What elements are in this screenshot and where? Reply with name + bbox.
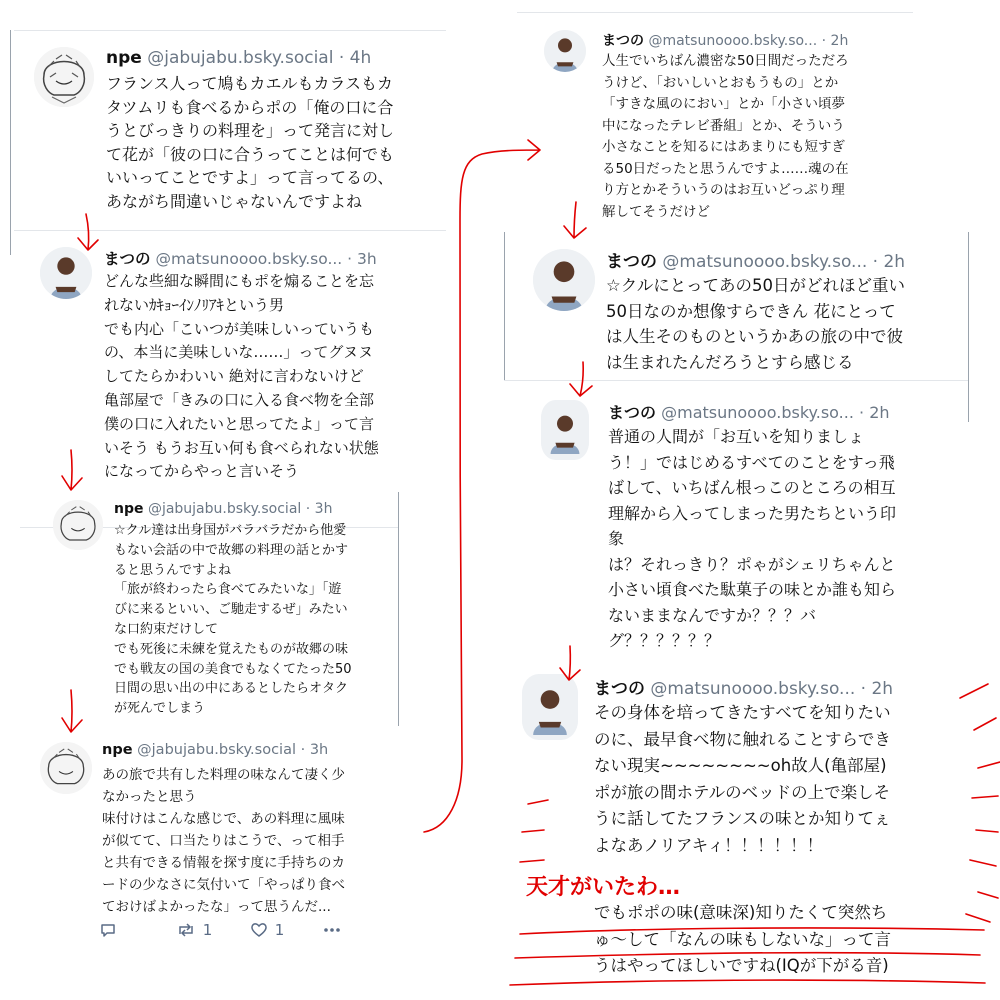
underline-3 [510, 980, 985, 985]
author-handle[interactable]: @jabujabu.bsky.social [137, 742, 296, 758]
post-header: まつの @matsunoooo.bsky.so... · 3h [104, 250, 377, 268]
author-name[interactable]: まつの [608, 403, 657, 422]
avatar-npe[interactable] [40, 742, 92, 794]
post-divider [504, 380, 968, 381]
author-handle[interactable]: @matsunoooo.bsky.so... [662, 252, 868, 272]
emphasis-mark [974, 718, 996, 730]
emphasis-mark [522, 830, 544, 832]
thread-divider [968, 232, 969, 422]
avatar-matsuno[interactable] [40, 247, 92, 299]
thread-divider [10, 30, 11, 255]
emphasis-mark [976, 830, 998, 832]
person-avatar-icon [522, 674, 578, 740]
post-time[interactable]: 3h [309, 742, 329, 758]
repost-count: 1 [202, 921, 213, 939]
author-handle[interactable]: @matsunoooo.bsky.so... [661, 403, 854, 422]
thread-divider [504, 232, 505, 380]
post-text: どんな些細な瞬間にもポを煽ることを忘 れないｶｷｮｰｲﾝﾉﾘｱｷという男 でも内心「こいつが美味しいっていうも の、本当に美味しいな……」ってグヌヌ してたらかわいい 絶対に言わないけど 亀部屋で「きみの口に入る食べ物を全部 僕の口に入れたいと思ってたよ」って言 いそう もうお互い何も食べられない状態 になってからやっと言いそう [104, 272, 379, 481]
author-handle[interactable]: @matsunoooo.bsky.so... [650, 679, 856, 699]
post-time[interactable]: 3h [314, 501, 333, 517]
emphasis-mark [520, 860, 544, 862]
post-time[interactable]: 4h [349, 48, 372, 68]
emphasis-mark [970, 860, 996, 866]
author-name[interactable]: npe [106, 48, 142, 68]
annotation-text: 天才がいたわ… [526, 875, 681, 900]
post-text: あの旅で共有した料理の味なんて凄く少 なかったと思う 味付けはこんな感じで、あの料理に風味 が似てて、口当たりはこうで、って相手 と共有できる情報を探す度に手持ちのカ ードの少なさに気付いて「やっぱり食べ ておけばよかったな」って思うんだ... [102, 767, 345, 915]
post-text: 人生でいちばん濃密な50日間だっただろ うけど、「おいしいとおもうもの」とか 「すきな風のにおい」とか「小さい頃夢 中になったテレビ番組」とか、そういう 小さなことを知るにはあまりにも短すぎ る50日だったと思うんですよ……魂の在 り方とかそういうのはお互いどっぷり理 解してそうだけど [602, 53, 849, 220]
more-icon[interactable] [322, 922, 342, 942]
person-avatar-icon [40, 247, 92, 299]
author-name[interactable]: npe [114, 501, 144, 517]
post-divider [517, 12, 913, 13]
post-time[interactable]: 2h [883, 252, 906, 272]
post-header: まつの @matsunoooo.bsky.so... · 2h [602, 33, 849, 49]
thread-divider [398, 492, 399, 726]
author-handle[interactable]: @matsunoooo.bsky.so... [155, 250, 343, 268]
author-name[interactable]: まつの [104, 250, 151, 268]
repost-button[interactable] [176, 921, 213, 942]
like-button[interactable] [250, 921, 285, 942]
author-name[interactable]: まつの [594, 679, 645, 699]
post-header: npe @jabujabu.bsky.social · 3h [114, 501, 333, 517]
post-text: ☆クルにとってあの50日がどれほど重い 50日なのか想像すらできん 花にとって は人生そのものというかあの旅の中で彼 は生まれたんだろうとすら感じる [606, 276, 905, 372]
sketch-avatar-icon [40, 742, 92, 794]
author-name[interactable]: npe [102, 742, 133, 758]
author-name[interactable]: まつの [606, 252, 657, 272]
avatar-npe[interactable] [53, 500, 103, 550]
avatar-npe[interactable] [34, 47, 94, 107]
heart-icon [250, 922, 268, 938]
arrow-down-5 [570, 362, 592, 396]
author-name[interactable]: まつの [602, 33, 644, 49]
post-divider [14, 30, 446, 31]
post-text-continued: でもポポの味(意味深)知りたくて突然ち ゅ〜して「なんの味もしないな」って言 うはやってほしいですね(IQが下がる音) [594, 903, 891, 975]
post-text: その身体を培ってきたすべてを知りたい のに、最早食べ物に触れることすらでき ない現実~~~~~~~~oh故人(亀部屋) ポが旅の間ホテルのベッドの上で楽しそ うに話してたフランスの味とか知りてぇ よなあノリアキィ！！！！！！ [594, 703, 891, 855]
emphasis-mark [978, 762, 1000, 768]
author-handle[interactable]: @jabujabu.bsky.social [147, 48, 334, 68]
post-text: ☆クル達は出身国がバラバラだから他愛 もない会話の中で故郷の料理の話とかす ると思うんですよね 「旅が終わったら食べてみたいな」「遊 びに来るといい、ご馳走するぜ」みたい な口約束だけして でも死後に未練を覚えたものが故郷の味 でも戦友の国の美食でもなくてたった50 日間の思い出の中にあるとしたらオタク が死んでしまう [114, 523, 352, 717]
post-time[interactable]: 2h [869, 403, 890, 422]
sketch-avatar-icon [53, 500, 103, 550]
repost-icon [176, 922, 196, 938]
arrow-down-2 [62, 450, 82, 490]
emphasis-mark [960, 684, 988, 698]
post-header: まつの @matsunoooo.bsky.so... · 2h [606, 252, 906, 272]
post-header: npe @jabujabu.bsky.social · 4h [106, 48, 372, 68]
arrow-down-3 [62, 690, 82, 732]
post-header: まつの @matsunoooo.bsky.so... · 2h [594, 679, 894, 699]
post-time[interactable]: 2h [830, 33, 849, 49]
avatar-matsuno[interactable] [522, 674, 578, 740]
person-avatar-icon [544, 30, 586, 72]
arrow-down-1 [78, 214, 98, 250]
author-handle[interactable]: @matsunoooo.bsky.so... [648, 33, 818, 49]
sketch-avatar-icon [34, 47, 94, 107]
person-avatar-icon [533, 249, 595, 311]
emphasis-mark [972, 796, 998, 798]
emphasis-mark [528, 800, 548, 804]
post-text: 普通の人間が「お互いを知りましょ う！」ではじめるすべてのことをすっ飛 ばして、いちばん根っこのところの相互 理解から入ってしまった男たちという印 象 は？それっきり？ポゃがシェリちゃんと 小さい頃食べた駄菓子の味とか誰も知ら ないままなんですか？？？バ グ？？？？？？ [608, 427, 897, 650]
post-time[interactable]: 3h [357, 250, 377, 268]
post-divider [14, 230, 446, 231]
arrow-down-4 [564, 202, 586, 238]
reply-icon[interactable] [100, 922, 116, 942]
post-header: npe @jabujabu.bsky.social · 3h [102, 742, 329, 758]
post-text: フランス人って鳩もカエルもカラスもカ タツムリも食べるからポの「俺の口に合 うとびっきりの料理を」って発言に対し て花が「彼の口に合うってことは何でも いいってことですよ」って言ってるの、 あながち間違いじゃないんですよね [106, 74, 395, 211]
like-count: 1 [274, 921, 285, 939]
post-header: まつの @matsunoooo.bsky.so... · 2h [608, 403, 890, 422]
post-time[interactable]: 2h [871, 679, 894, 699]
avatar-matsuno[interactable] [533, 249, 595, 311]
post-actions [100, 922, 360, 946]
emphasis-mark [978, 892, 998, 898]
avatar-matsuno[interactable] [541, 400, 589, 460]
avatar-matsuno[interactable] [544, 30, 586, 72]
person-avatar-icon [541, 400, 589, 460]
author-handle[interactable]: @jabujabu.bsky.social [147, 501, 302, 517]
